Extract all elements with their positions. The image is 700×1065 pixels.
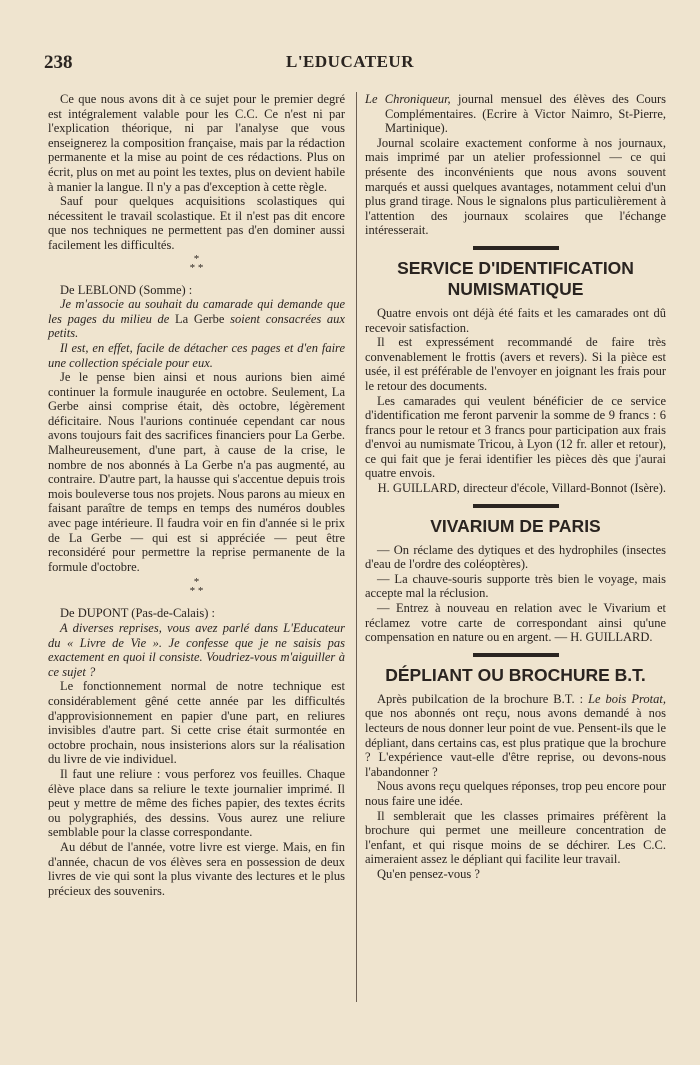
signature: H. GUILLARD, directeur d'école, Villard-Bonnot (Isère). bbox=[377, 481, 666, 496]
section-rule bbox=[473, 246, 559, 250]
paragraph: Je le pense bien ainsi et nous aurions bien aimé continuer la formule inaugurée en octobre. Seulement, La Gerbe ainsi comprise était, dès octobre, légèrement déficitaire. Nous l'aurions continuée cependant car nous avons toujours fait des sacrifices financiers pour La Gerbe. Malheureusement, d'une part, à cause de la crise, le nombre de nos abonnés à La Gerbe n'a pas augmenté, au contraire. D'autre part, la hausse qui s'accentue depuis trois mois bouleverse tous nos projets. Nous parons au mieux en faisant paraître de temps en temps des numéros doubles avec page intérieure. Il faudra voir en fin d'année si le prix de La Gerbe — qui est si appréciée — peut être reconsidéré pour permettre la reprise permanente de la formule d'octobre. bbox=[48, 370, 345, 574]
paragraph: Les camarades qui veulent bénéficier de ce service d'identification me feront parvenir la somme de 9 francs : 6 francs pour le retour et 3 francs pour participation aux frais d'envoi au numismate Tricou, à Lyon (12 fr. aller et retour), ce qui fait que je ferai identifier les pièces dès que j'aurai quatre envois. bbox=[365, 393, 666, 481]
paragraph: Il faut une reliure : vous perforez vos feuilles. Chaque élève place dans sa reliure le texte journalier imprimé. Il peut y mettre de même des fiches papier, des textes écrits ou polygraphiés, des dessins. Vous aurez une reliure semblable pour la classe correspondante. bbox=[48, 766, 345, 840]
reader-question: Il est, en effet, facile de détacher ces pages et d'en faire une collection spéciale pour eux. bbox=[48, 340, 345, 370]
left-column bbox=[48, 92, 345, 898]
journal-title: L'EDUCATEUR bbox=[286, 52, 414, 71]
paragraph: Le fonctionnement normal de notre technique est considérablement gêné cette année par les difficultés d'approvisionnement en papier d'une part, en reliures invisibles d'autre part. Si cette crise était surmontée en octobre prochain, nous insisterions alors sur la réalisation du livre de vie individuel. bbox=[48, 679, 345, 767]
column-divider bbox=[356, 92, 357, 1002]
paragraph: Quatre envois ont déjà été faits et les camarades ont dû recevoir satisfaction. bbox=[365, 305, 666, 335]
page-header bbox=[44, 52, 656, 78]
author-line: De LEBLOND (Somme) : bbox=[60, 282, 193, 297]
separator-stars: * * * bbox=[189, 576, 204, 598]
paragraph: Il semblerait que les classes primaires préfèrent la brochure qui permet une meilleure concentration de l'enfant, et qui risque moins de se déchirer. Les C.C. aimeraient assez le dépliant qui facilite leur travail. bbox=[365, 808, 666, 867]
paragraph: Journal scolaire exactement conforme à nos journaux, mais imprimé par un atelier professionnel — ce qui présente des inconvénients que nous avons souvent marqués et aussi quelques avantages, notamment celui d'un plus grand tirage. Nous le signalons plus particulièrement à l'attention des journaux scolaires que l'échange intéresserait. bbox=[365, 135, 666, 238]
paragraph: Qu'en pensez-vous ? bbox=[377, 866, 480, 881]
paragraph: Ce que nous avons dit à ce sujet pour le premier degré est intégralement valable pour les C.C. Ce n'est ni par l'explication théorique, ni par l'analyse que vous enseignerez la composition française, mais par la rédaction permanente et la mise au point de ces rédactions. Plus on écrit, plus on met au point les textes, plus on devient habile à manier la langue. Il n'y a pas d'exception à cette règle. bbox=[48, 92, 345, 194]
paragraph: — La chauve-souris supporte très bien le voyage, mais accepte mal la réclusion. bbox=[365, 571, 666, 601]
paragraph: Au début de l'année, votre livre est vierge. Mais, en fin d'année, chacun de vos élèves sera en possession de deux livres de vie qui sont la plus vivante des lectures et le plus précieux des souvenirs. bbox=[48, 839, 345, 898]
paragraph: — On réclame des dytiques et des hydrophiles (insectes d'eau de l'ordre des coléoptères). bbox=[365, 542, 666, 572]
paragraph: Sauf pour quelques acquisitions scolastiques qui nécessitent le travail scolastique. Et il n'est pas dit encore que nos techniques ne permettent pas d'en dominer aussi facilement les difficultés. bbox=[48, 194, 345, 252]
section-rule bbox=[473, 653, 559, 657]
section-title: VIVARIUM DE PARIS bbox=[430, 515, 601, 536]
paragraph: Le Chroniqueur, journal mensuel des élèves des Cours Complémentaires. (Ecrire à Victor Naimro, St-Pierre, Martinique). bbox=[365, 92, 666, 136]
reader-question: A diverses reprises, vous avez parlé dans L'Educateur du « Livre de Vie ». Je confesse que je ne saisis pas exactement en quoi il consiste. Voudriez-vous m'aiguiller à ce sujet ? bbox=[48, 621, 345, 679]
section-title: DÉPLIANT OU BROCHURE B.T. bbox=[385, 664, 646, 685]
paragraph: — Entrez à nouveau en relation avec le Vivarium et réclamez votre carte de correspondant ainsi qu'une compensation en nature ou en argent. — H. GUILLARD. bbox=[365, 601, 666, 645]
separator-stars: * * * bbox=[189, 252, 204, 274]
paragraph: Après pubilcation de la brochure B.T. : Le bois Protat, que nos abonnés ont reçu, nous avons demandé à nos lecteurs de nous donner leur point de vue. Pensent-ils que le dépliant, dans certains cas, est plus pratique que la brochure ? L'expérience vaut-elle d'être reprise, ou devons-nous l'abandonner ? bbox=[365, 691, 666, 779]
author-line: De DUPONT (Pas-de-Calais) : bbox=[60, 606, 215, 621]
reader-question: Je m'associe au souhait du camarade qui demande que les pages du milieu de La Gerbe soient consacrées aux petits. bbox=[48, 297, 345, 341]
section-rule bbox=[473, 504, 559, 508]
page-number: 238 bbox=[44, 52, 73, 73]
right-column bbox=[365, 92, 666, 882]
paragraph: Nous avons reçu quelques réponses, trop peu encore pour nous faire une idée. bbox=[365, 779, 666, 808]
section-title: SERVICE D'IDENTIFICATION NUMISMATIQUE bbox=[397, 257, 634, 299]
paragraph: Il est expressément recommandé de faire très convenablement le frottis (avers et revers). Si la pièce est usée, il est préférable de l'envoyer en joignant les frais pour le retour des documents. bbox=[365, 335, 666, 393]
